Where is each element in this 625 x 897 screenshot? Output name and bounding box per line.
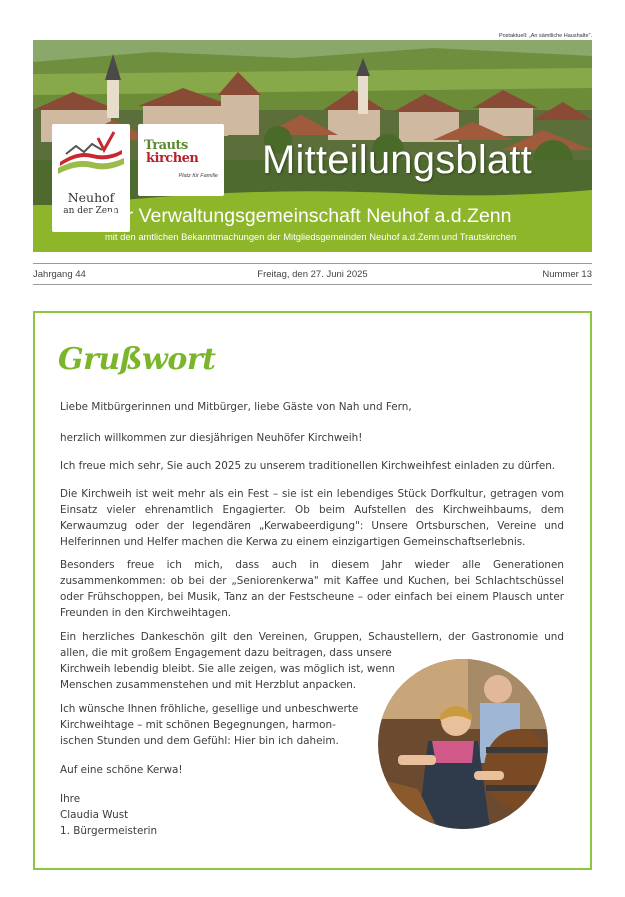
letter-signoff: Ihre [60,793,81,805]
letter-heading: Grußwort [58,342,216,377]
kerwa-photo [378,659,548,829]
letter-line: Menschen zusammenstehen und mit Herzblut anpacken. [60,679,357,691]
letter-welcome: herzlich willkommen zur diesjährigen Neuhöfer Kirchweih! [60,432,363,444]
letter-paragraph: Ich freue mich sehr, Sie auch 2025 zu unserem traditionellen Kirchweihfest einladen zu dürfen. [60,460,556,472]
letter-line: Kirchweihtage – mit schönen Begegnungen, harmon- [60,719,336,731]
letter-salutation: Liebe Mitbürgerinnen und Mitbürger, liebe Gäste von Nah und Fern, [60,401,412,413]
issue-number: Nummer 13 [542,269,592,280]
issue-volume: Jahrgang 44 [33,269,86,280]
publication-title: Mitteilungsblatt [262,138,532,182]
trautskirchen-logo-word2: kirchen [146,151,199,166]
letter-line: Kirchweih lebendig bleibt. Sie alle zeigen, was möglich ist, wenn [60,663,395,675]
letter-line: Ein herzliches Dankeschön gilt den Vereinen, Gruppen, Schaustellern, der Gastronomie und [60,631,564,643]
letter-paragraph: Besonders freue ich mich, dass auch in diesem Jahr wieder alle Generationen zusammenkommen: ob bei der „Seniorenkerwa" mit Kaffee und Kuchen, bei Schlachtschüssel oder Frühschoppen, bei Musik, Tanz an der Festscheune – oder einfach bei einem Plausch unter Freunden in den Kirchweihtagen. [60,559,564,619]
letter-line: ischen Stunden und dem Gefühl: Hier bin ich daheim. [60,735,339,747]
letter-line: allen, die mit großem Engagement dazu beitragen, dass unsere [60,647,392,659]
publication-subtitle: der Verwaltungsgemeinschaft Neuhof a.d.Zenn [105,205,512,227]
neuhof-emblem-icon [52,124,130,188]
greeting-letter [33,311,592,870]
signer-name: Claudia Wust [60,809,129,821]
publication-subline: mit den amtlichen Bekanntmachungen der Mitgliedsgemeinden Neuhof a.d.Zenn und Trautskirchen [105,231,517,242]
neuhof-logo-name: Neuhof [67,190,115,205]
letter-line: Ich wünsche Ihnen fröhliche, gesellige und unbeschwerte [60,703,359,715]
signer-title: 1. Bürgermeisterin [60,825,158,837]
neuhof-logo-subtitle: an der Zenn [63,206,119,216]
letter-closing: Auf eine schöne Kerwa! [60,764,183,776]
issue-info-bar [33,263,592,285]
trautskirchen-logo [138,124,224,196]
postal-note: Postaktuell: „An sämtliche Haushalte". [498,33,592,39]
issue-date: Freitag, den 27. Juni 2025 [257,269,368,280]
trautskirchen-logo-tagline: Platz für Familie [178,173,218,179]
masthead [33,40,592,252]
letter-paragraph: Die Kirchweih ist weit mehr als ein Fest – sie ist ein lebendiges Stück Dorfkultur, getragen vom Einsatz vieler ehrenamtlich Engagierter. Ob beim Aufstellen des Kirchweihbaums, dem Kerwaumzug oder der legendären „Kerwabeerdigung": Unsere Ortsburschen, Vereine und Helferinnen und Helfer machen die Kerwa zu einem einzigartigen Gemeinschaftserlebnis. [60,488,564,548]
trautskirchen-logo-word1: Trauts [144,138,188,153]
